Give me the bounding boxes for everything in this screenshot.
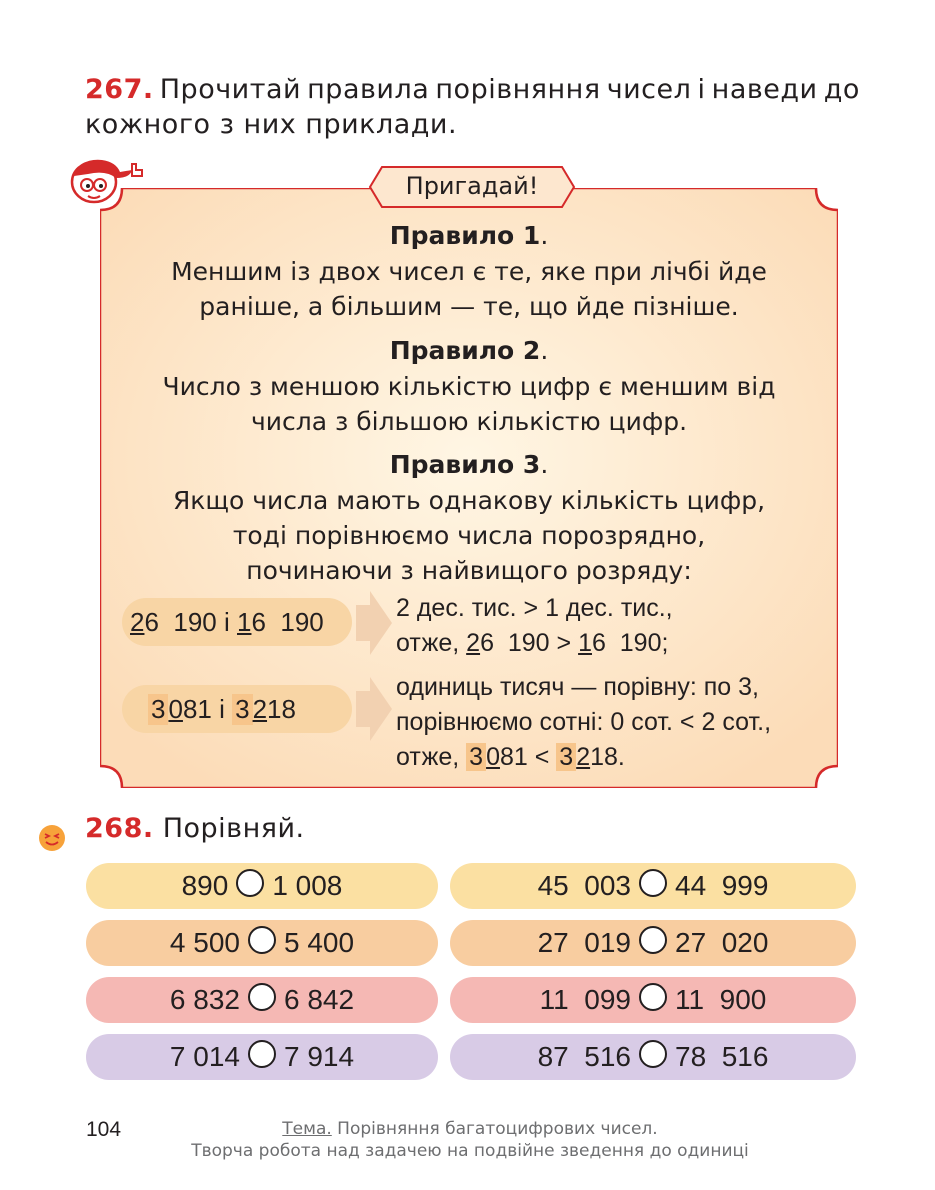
compare-circle[interactable] xyxy=(248,1040,276,1068)
rule-2-line2: числа з більшою кількістю цифр. xyxy=(250,407,688,436)
comparison-row: 7 014 7 914 xyxy=(86,1034,438,1080)
arrow-right-icon xyxy=(356,591,392,655)
rule-1-line1: Меншим із двох чисел є те, яке при лічбі йде xyxy=(171,257,767,286)
footer-topic: Тема. Порівняння багатоцифрових чисел. xyxy=(282,1119,658,1139)
example-2-explanation: одиниць тисяч — порівну: по 3, порівнюємо сотні: 0 сот. < 2 сот., отже, 3 081 < 3 218. xyxy=(396,673,772,771)
word: Прочитай xyxy=(159,74,302,105)
rule-3-line2: тоді порівнюємо числа порозрядно, xyxy=(232,521,706,550)
rule-3-title: Правило 3. xyxy=(389,450,549,479)
compare-circle[interactable] xyxy=(639,1040,667,1068)
task-267-line2: кожного з них приклади. xyxy=(85,109,458,140)
reminder-box xyxy=(100,172,838,788)
comparison-row: 11 099 11 900 xyxy=(450,977,856,1023)
comparison-row: 45 003 44 999 xyxy=(450,863,856,909)
smiling-face-icon xyxy=(37,823,67,853)
rule-3-line1: Якщо числа мають однакову кількість цифр, xyxy=(172,486,766,515)
rule-3-line3: починаючи з найвищого розряду: xyxy=(246,556,692,585)
remember-banner: Пригадай! xyxy=(405,172,539,200)
word: чисел xyxy=(606,74,692,105)
rule-1-line2: раніше, а більшим — те, що йде пізніше. xyxy=(199,292,739,321)
comparison-row: 6 832 6 842 xyxy=(86,977,438,1023)
compare-circle[interactable] xyxy=(248,983,276,1011)
word: до xyxy=(823,74,860,105)
rule-1-title: Правило 1. xyxy=(389,221,549,250)
rule-2-title: Правило 2. xyxy=(389,336,549,365)
compare-circle[interactable] xyxy=(236,869,264,897)
word: порівняння xyxy=(435,74,601,105)
task-268-heading: 268. Порівняй. xyxy=(85,813,305,844)
arrow-right-icon xyxy=(356,677,392,741)
compare-circle[interactable] xyxy=(639,926,667,954)
rule-2-line1: Число з меншою кількістю цифр є меншим від xyxy=(162,372,776,401)
example-1-pill: 2 6 190 і 1 6 190 xyxy=(122,598,352,646)
footer-subtitle: Творча робота над задачею на подвійне зведення до одиниці xyxy=(191,1141,749,1161)
compare-circle[interactable] xyxy=(639,869,667,897)
comparison-row: 27 019 27 020 xyxy=(450,920,856,966)
compare-circle[interactable] xyxy=(248,926,276,954)
task-number: 267. xyxy=(85,74,154,105)
word: правила xyxy=(307,74,430,105)
comparison-row: 890 1 008 xyxy=(86,863,438,909)
comparison-row: 87 516 78 516 xyxy=(450,1034,856,1080)
word: і xyxy=(697,74,706,105)
example-2-pill: 3 0 81 і 3 2 18 xyxy=(122,685,352,733)
compare-circle[interactable] xyxy=(639,983,667,1011)
word: наведи xyxy=(711,74,818,105)
comparison-row: 4 500 5 400 xyxy=(86,920,438,966)
example-1-explanation: 2 дес. тис. > 1 дес. тис., отже, 26 190 > 16 190; xyxy=(396,594,673,657)
task-267-line1 xyxy=(85,74,860,105)
page-number: 104 xyxy=(86,1118,122,1141)
